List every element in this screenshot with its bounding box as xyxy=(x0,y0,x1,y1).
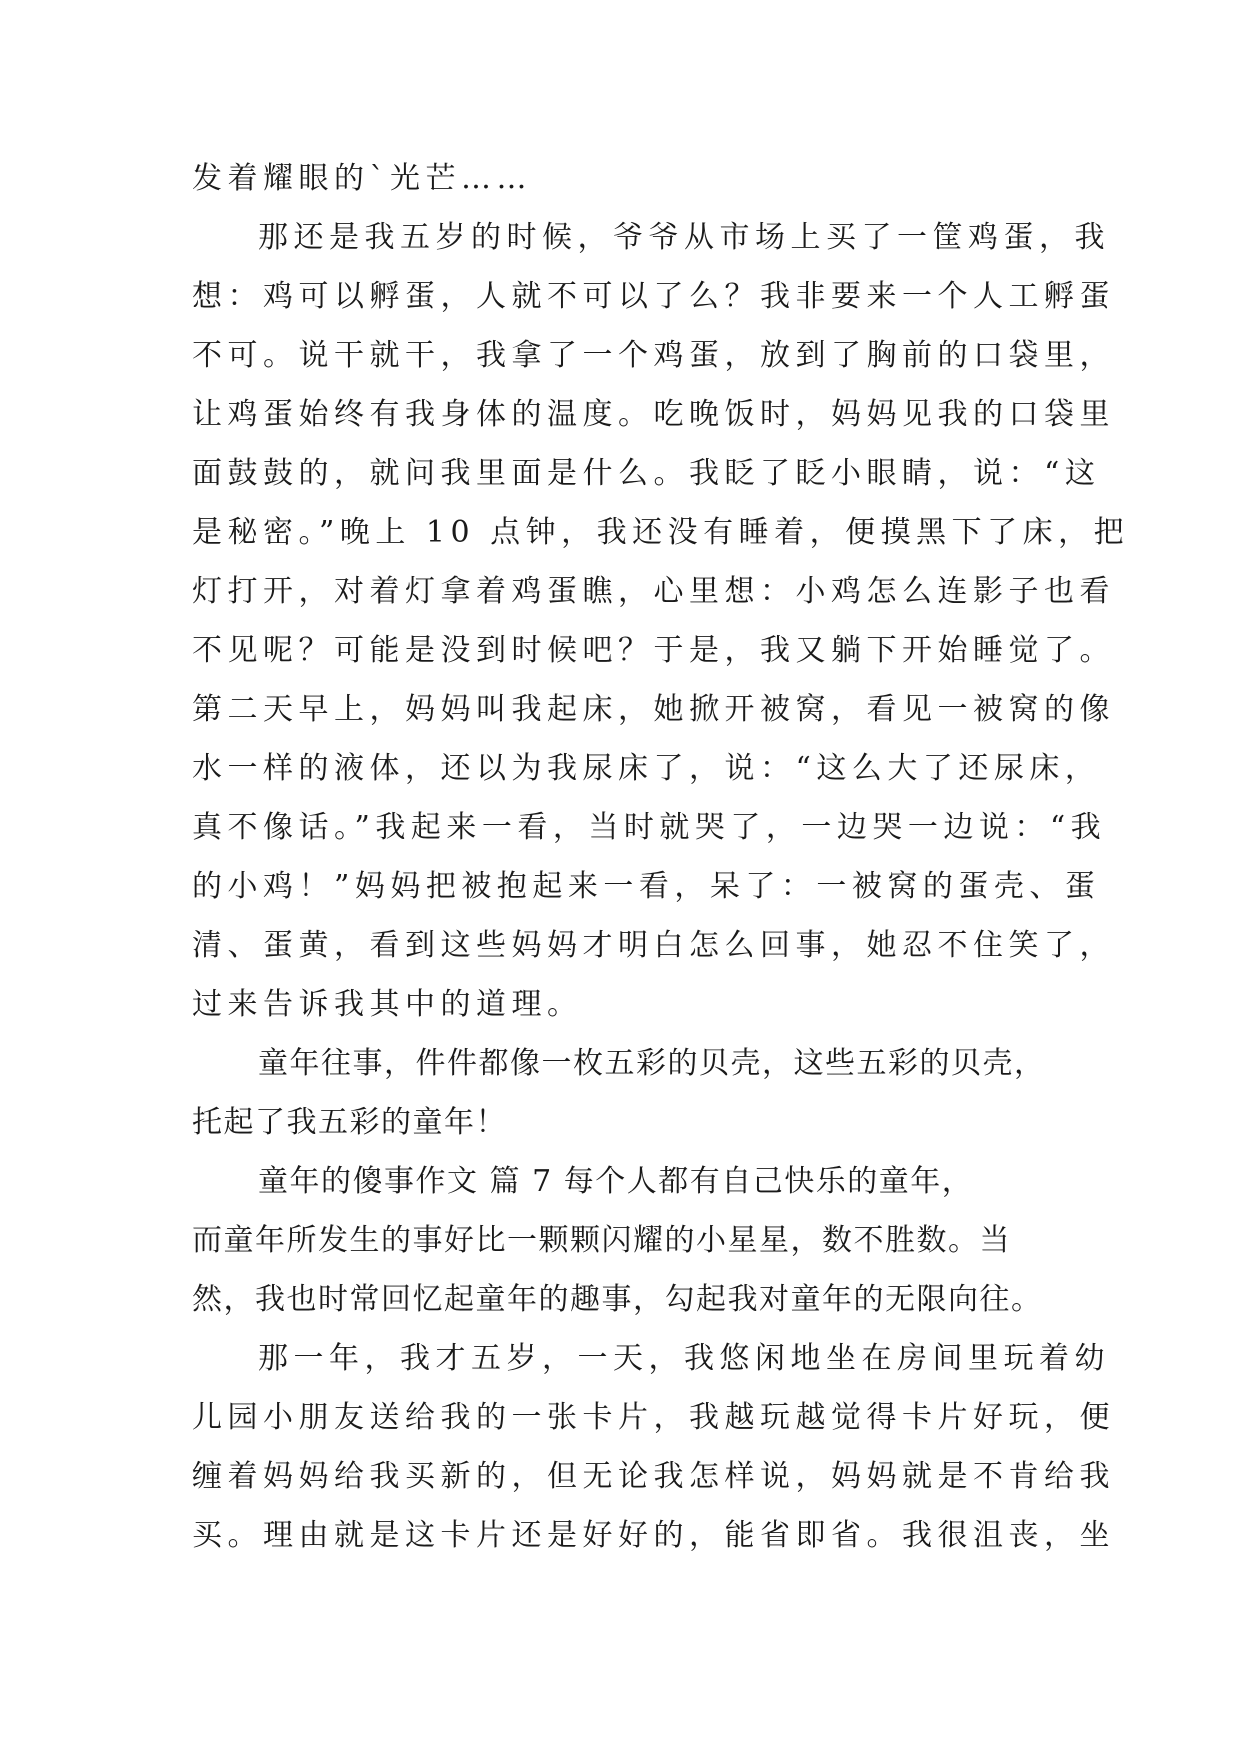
text-line: 第二天早上，妈妈叫我起床，她掀开被窝，看见一被窝的像 xyxy=(192,692,1115,727)
text-line: 让鸡蛋始终有我身体的温度。吃晚饭时，妈妈见我的口袋里 xyxy=(192,397,1115,432)
text-line: 不见呢？可能是没到时候吧？于是，我又躺下开始睡觉了。 xyxy=(192,633,1115,668)
text-line: 是秘密。”晚上 10 点钟，我还没有睡着，便摸黑下了床，把 xyxy=(192,515,1130,550)
paragraph-start-line: 童年往事，件件都像一枚五彩的贝壳，这些五彩的贝壳， xyxy=(258,1046,1046,1081)
text-line: 缠着妈妈给我买新的，但无论我怎样说，妈妈就是不肯给我 xyxy=(192,1459,1115,1494)
paragraph-start-line: 那一年，我才五岁，一天，我悠闲地坐在房间里玩着幼 xyxy=(258,1341,1110,1376)
text-line: 儿园小朋友送给我的一张卡片，我越玩越觉得卡片好玩，便 xyxy=(192,1400,1115,1435)
text-line: 过来告诉我其中的道理。 xyxy=(192,987,583,1022)
text-line: 水一样的液体，还以为我尿床了，说：“这么大了还尿床， xyxy=(192,751,1101,786)
text-line: 想：鸡可以孵蛋，人就不可以了么？我非要来一个人工孵蛋 xyxy=(192,279,1115,314)
text-line: 面鼓鼓的，就问我里面是什么。我眨了眨小眼睛，说：“这 xyxy=(192,456,1101,491)
section-heading-line: 童年的傻事作文 篇 7 每个人都有自己快乐的童年， xyxy=(258,1164,974,1199)
text-line: 而童年所发生的事好比一颗颗闪耀的小星星，数不胜数。当 xyxy=(192,1223,1011,1258)
text-line: 买。理由就是这卡片还是好好的，能省即省。我很沮丧，坐 xyxy=(192,1518,1115,1553)
text-line: 真不像话。”我起来一看，当时就哭了，一边哭一边说：“我 xyxy=(192,810,1107,845)
essay-text xyxy=(192,158,1130,1574)
text-line: 灯打开，对着灯拿着鸡蛋瞧，心里想：小鸡怎么连影子也看 xyxy=(192,574,1115,609)
text-line: 然，我也时常回忆起童年的趣事，勾起我对童年的无限向往。 xyxy=(192,1282,1043,1317)
text-line: 托起了我五彩的童年！ xyxy=(192,1105,507,1140)
text-line: 不可。说干就干，我拿了一个鸡蛋，放到了胸前的口袋里， xyxy=(192,338,1115,373)
text-line: 清、蛋黄，看到这些妈妈才明白怎么回事，她忍不住笑了， xyxy=(192,928,1115,963)
paragraph-start-line: 那还是我五岁的时候，爷爷从市场上买了一筐鸡蛋，我 xyxy=(258,220,1110,255)
text-line: 发着耀眼的`光芒…… xyxy=(192,161,532,196)
text-line: 的小鸡！”妈妈把被抱起来一看，呆了：一被窝的蛋壳、蛋 xyxy=(192,869,1101,904)
